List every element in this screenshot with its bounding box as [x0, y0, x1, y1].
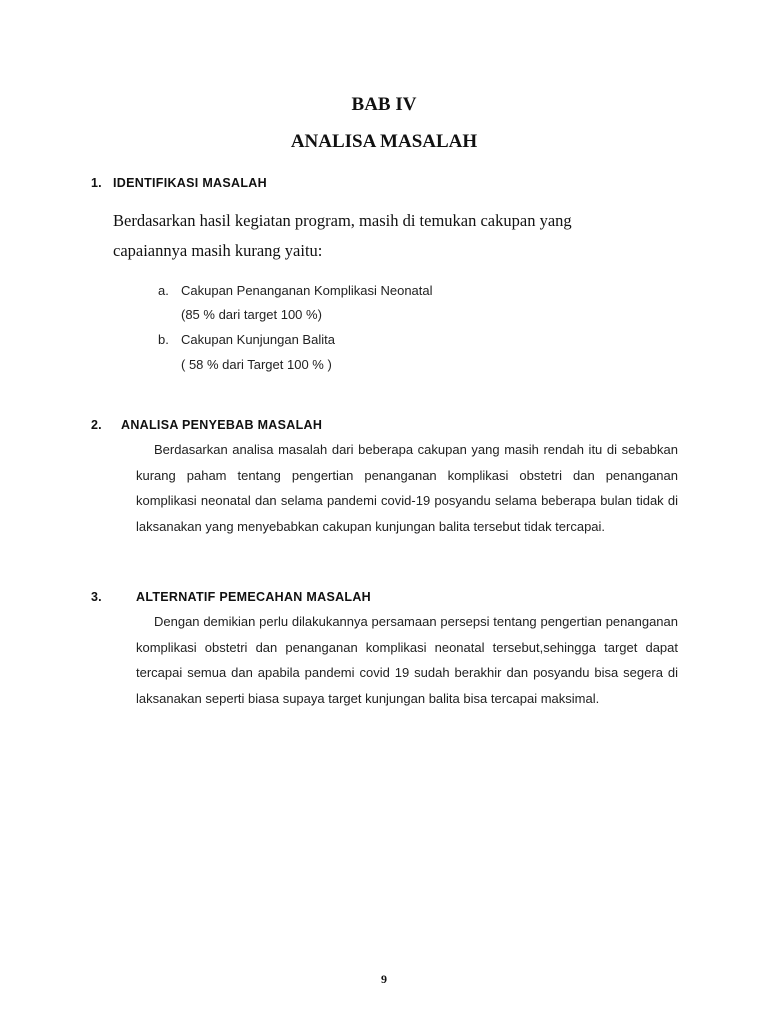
- section-3-number: 3.: [91, 590, 102, 604]
- chapter-title: ANALISA MASALAH: [290, 131, 478, 152]
- section-3-paragraph: Dengan demikian perlu dilakukannya persamaan persepsi tentang pengertian penanganan komplikasi obstetri dan penanganan komplikasi neonatal tersebut,sehingga target dapat tercapai semua dan apabila pandemi covid 19 sudah berakhir dan posyandu bisa segera di laksanakan seperti biasa supaya target kunjungan balita bisa tercapai maksimal.: [136, 614, 678, 707]
- list-item-b-text: Cakupan Kunjungan Balita: [181, 332, 335, 347]
- section-1-number: 1.: [91, 176, 102, 190]
- section-3-heading: ALTERNATIF PEMECAHAN MASALAH: [136, 590, 372, 604]
- list-item-a-marker: a.: [158, 283, 169, 298]
- section-2-number: 2.: [91, 418, 102, 432]
- section-2-heading: ANALISA PENYEBAB MASALAH: [121, 418, 323, 432]
- section-2-paragraph: Berdasarkan analisa masalah dari beberapa cakupan yang masih rendah itu di sebabkan kurang paham tentang pengertian penanganan komplikasi obstetri dan penanganan komplikasi neonatal dan selama pandemi covid-19 posyandu selama beberapa bulan tidak di laksanakan yang menyebabkan cakupan kunjungan balita tersebut tidak tercapai.: [136, 442, 678, 535]
- list-item-a-text: Cakupan Penanganan Komplikasi Neonatal: [181, 283, 433, 298]
- list-item-a-detail: (85 % dari target 100 %): [181, 307, 322, 322]
- section-1-heading: IDENTIFIKASI MASALAH: [113, 176, 267, 190]
- chapter-number: BAB IV: [351, 94, 417, 115]
- list-item-b-detail: ( 58 % dari Target 100 % ): [181, 357, 332, 372]
- page-number: 9: [381, 972, 387, 986]
- list-item-b-marker: b.: [158, 332, 169, 347]
- section-1-intro: Berdasarkan hasil kegiatan program, masih di temukan cakupan yang capaiannya masih kurang yaitu:: [113, 211, 572, 260]
